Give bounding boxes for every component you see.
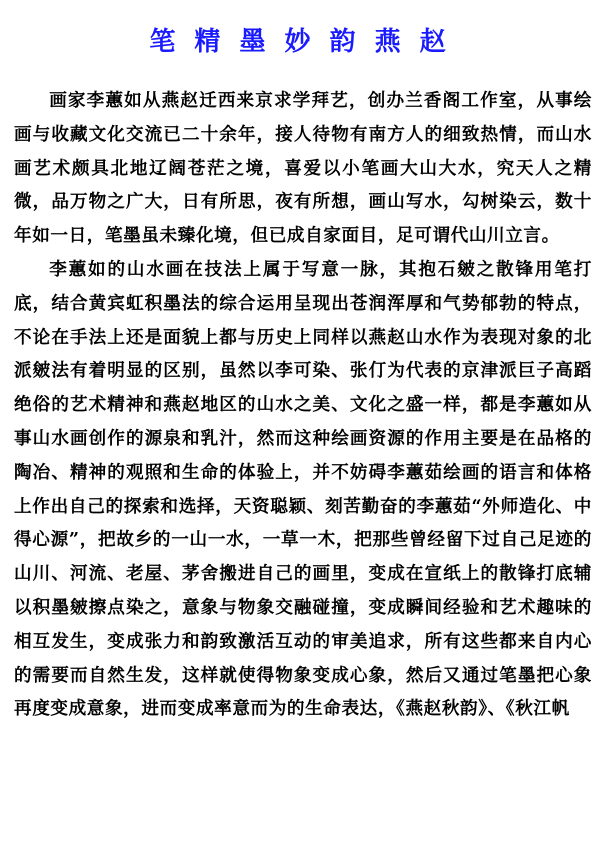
paragraph-2: 李蕙如的山水画在技法上属于写意一脉，其抱石皴之散锋用笔打底，结合黄宾虹积墨法的综合运用呈现出苍润浑厚和气势郁勃的特点，不论在手法上还是面貌上都与历史上同样以燕赵山水作为表现对象的北派皴法有着明显的区别，虽然以李可染、张仃为代表的京津派巨子高蹈绝俗的艺术精神和燕赵地区的山水之美、文化之盛一样，都是李蕙如从事山水画创作的源泉和乳汁，然而这种绘画资源的作用主要是在品格的陶冶、精神的观照和生命的体验上，并不妨碍李蕙茹绘画的语言和体格上作出自己的探索和选择，天资聪颖、刻苦勤奋的李蕙茹“外师造化、中得心源”，把故乡的一山一水，一草一木，把那些曾经留下过自己足迹的山川、河流、老屋、茅舍搬进自己的画里，变成在宣纸上的散锋打底辅以积墨皴擦点染之，意象与物象交融碰撞，变成瞬间经验和艺术趣味的相互发生，变成张力和韵致激活互动的审美追求，所有这些都来自内心的需要而自然生发，这样就使得物象变成心象，然后又通过笔墨把心象再度变成意象，进而变成率意而为的生命表达，《燕赵秋韵》、《秋江帆 — [14, 258, 592, 720]
article-body — [0, 84, 592, 726]
paragraph-1: 画家李蕙如从燕赵迁西来京求学拜艺，创办兰香阁工作室，从事绘画与收藏文化交流已二十余年，接人待物有南方人的细致热情，而山水画艺术颇具北地辽阔苍茫之境，喜爱以小笔画大山大水，究天人之精微，品万物之广大，日有所思，夜有所想，画山写水，勾树染云，数十年如一日，笔墨虽未臻化境，但已成自家面目，足可谓代山川立言。 — [14, 90, 592, 247]
article-title: 笔 精 墨 妙 韵 燕 赵 — [149, 27, 451, 57]
